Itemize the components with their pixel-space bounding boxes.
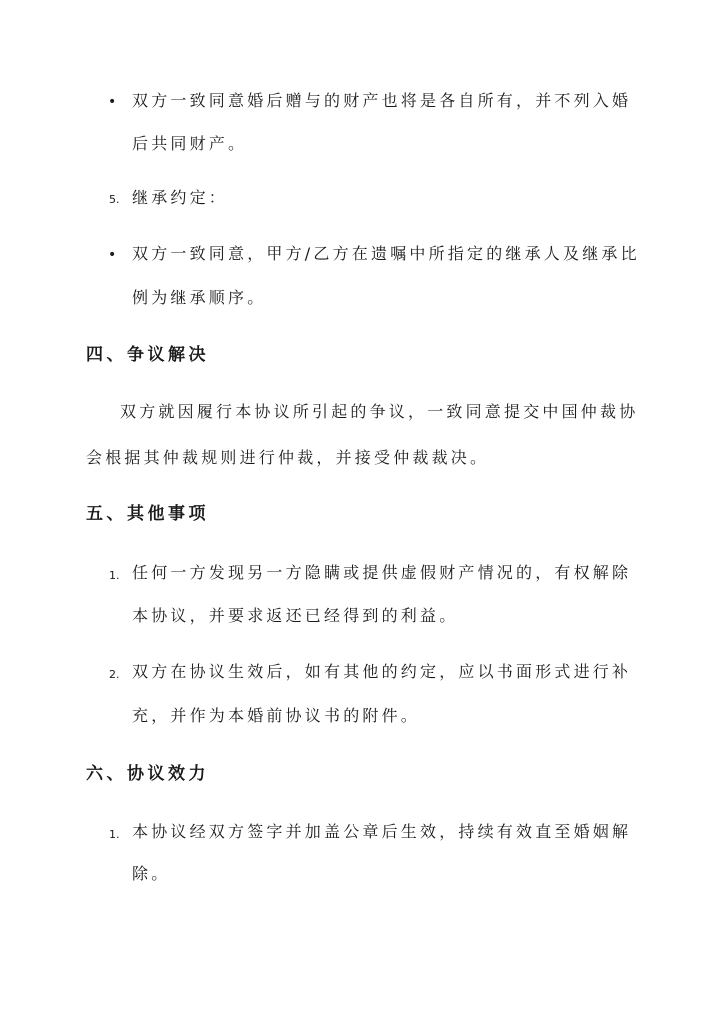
gift-clause-line-1: 双方一致同意婚后赠与的财产也将是各自所有，并不列入婚 [132, 91, 632, 110]
concealment-clause-line-1: 任何一方发现另一方隐瞒或提供虚假财产情况的，有权解除 [132, 563, 632, 582]
list-number: 1. [109, 828, 120, 841]
supplement-clause-line-2: 充，并作为本婚前协议书的附件。 [132, 706, 421, 725]
gift-clause-line-2: 后共同财产。 [132, 134, 248, 153]
effect-clause-line-1: 本协议经双方签字并加盖公章后生效，持续有效直至婚姻解 [132, 822, 632, 841]
section-heading-dispute: 四、争议解决 [86, 345, 209, 365]
inheritance-clause-line-2: 例为继承顺序。 [132, 288, 267, 307]
list-number: 2. [109, 668, 120, 681]
dispute-paragraph-line-1: 双方就因履行本协议所引起的争议，一致同意提交中国仲裁协 [120, 402, 639, 421]
inheritance-title: 继承约定： [132, 188, 229, 207]
effect-clause-line-2: 除。 [132, 864, 171, 883]
dispute-paragraph-line-2: 会根据其仲裁规则进行仲裁，并接受仲裁裁决。 [86, 448, 490, 467]
list-number: 1. [109, 569, 120, 582]
supplement-clause-line-1: 双方在协议生效后，如有其他的约定，应以书面形式进行补 [132, 662, 632, 681]
concealment-clause-line-2: 本协议，并要求返还已经得到的利益。 [132, 606, 459, 625]
bullet-marker: • [108, 247, 117, 263]
inheritance-clause-line-1: 双方一致同意，甲方/乙方在遗嘱中所指定的继承人及继承比 [132, 244, 640, 263]
section-heading-effect: 六、协议效力 [86, 764, 209, 784]
bullet-marker: • [108, 94, 117, 110]
section-heading-other: 五、其他事项 [86, 504, 209, 524]
list-number: 5. [109, 193, 120, 206]
